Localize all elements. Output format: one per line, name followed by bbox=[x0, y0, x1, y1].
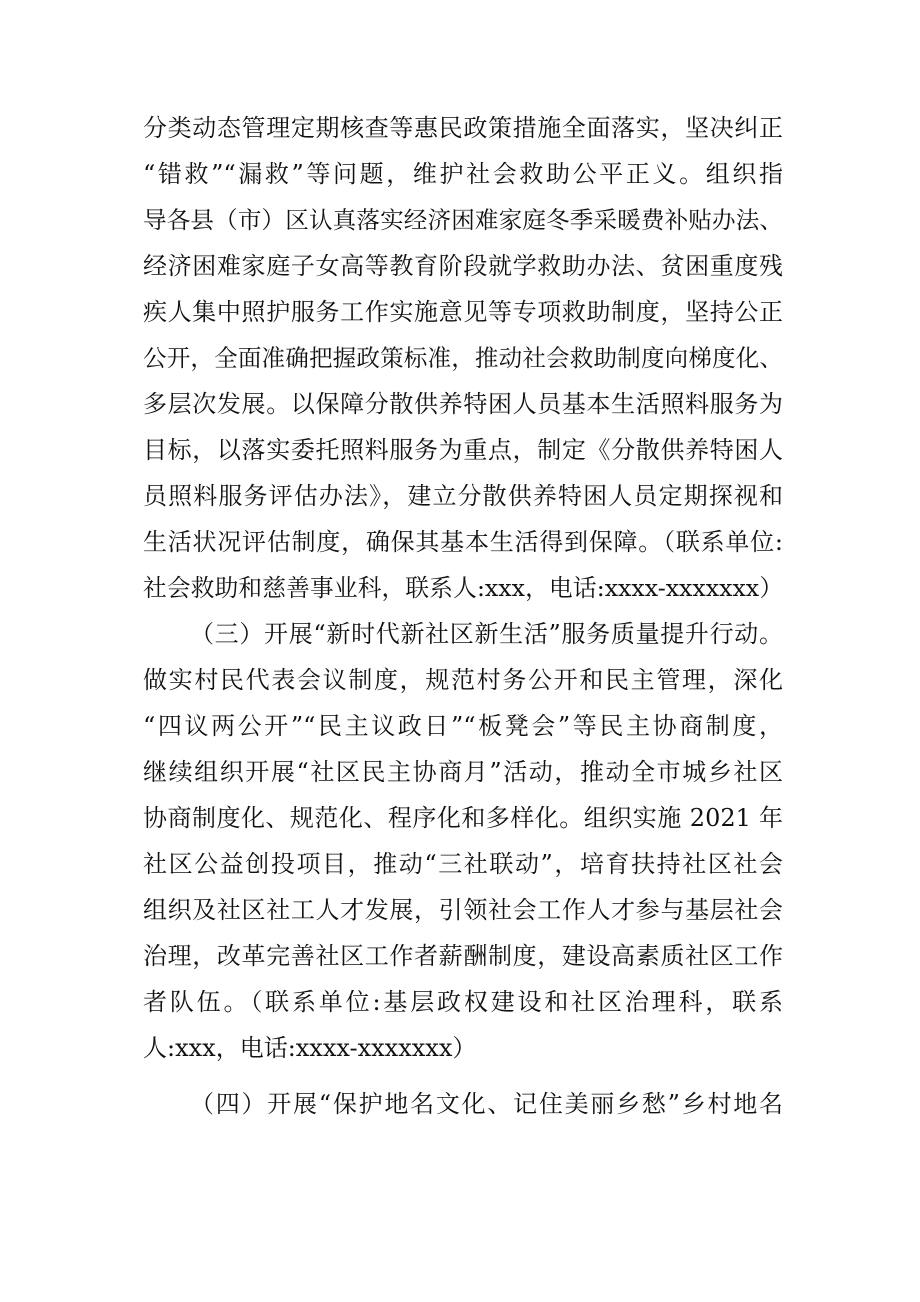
section-heading-4: （四）开展“保护地名文化、记住美丽乡愁”乡村地名 bbox=[190, 1090, 783, 1118]
paragraph-line: 继续组织开展“社区民主协商月”活动，推动全市城乡社区 bbox=[143, 758, 783, 786]
paragraph-line: 人:xxx，电话:xxxx-xxxxxxx） bbox=[143, 1034, 477, 1062]
paragraph-line: 导各县（市）区认真落实经济困难家庭冬季采暖费补贴办法、 bbox=[143, 206, 783, 234]
paragraph-line: 目标，以落实委托照料服务为重点，制定《分散供养特困人 bbox=[143, 436, 783, 464]
paragraph-line: 多层次发展。以保障分散供养特困人员基本生活照料服务为 bbox=[143, 390, 783, 418]
paragraph-line: 组织及社区社工人才发展，引领社会工作人才参与基层社会 bbox=[143, 896, 783, 924]
paragraph-line: 分类动态管理定期核查等惠民政策措施全面落实，坚决纠正 bbox=[143, 114, 783, 142]
paragraph-line: 治理，改革完善社区工作者薪酬制度，建设高素质社区工作 bbox=[143, 942, 783, 970]
paragraph-line: 社区公益创投项目，推动“三社联动”，培育扶持社区社会 bbox=[143, 850, 783, 878]
section-heading-3: （三）开展“新时代新社区新生活”服务质量提升行动。 bbox=[190, 620, 783, 648]
paragraph-line: 疾人集中照护服务工作实施意见等专项救助制度，坚持公正 bbox=[143, 298, 783, 326]
paragraph-line: 公开，全面准确把握政策标准，推动社会救助制度向梯度化、 bbox=[143, 344, 783, 372]
paragraph-line: 经济困难家庭子女高等教育阶段就学救助办法、贫困重度残 bbox=[143, 252, 783, 280]
paragraph-line: 协商制度化、规范化、程序化和多样化。组织实施 2021 年 bbox=[143, 804, 783, 832]
paragraph-line: 者队伍。（联系单位:基层政权建设和社区治理科，联系 bbox=[143, 988, 783, 1016]
paragraph-line: “四议两公开”“民主议政日”“板凳会”等民主协商制度， bbox=[143, 712, 783, 740]
paragraph-line: “错救”“漏救”等问题，维护社会救助公平正义。组织指 bbox=[143, 160, 783, 188]
paragraph-line: 做实村民代表会议制度，规范村务公开和民主管理，深化 bbox=[143, 666, 783, 694]
paragraph-line: 生活状况评估制度，确保其基本生活得到保障。（联系单位: bbox=[143, 528, 783, 556]
paragraph-line: 员照料服务评估办法》，建立分散供养特困人员定期探视和 bbox=[143, 482, 783, 510]
paragraph-line: 社会救助和慈善事业科，联系人:xxx，电话:xxxx-xxxxxxx） bbox=[143, 574, 783, 602]
